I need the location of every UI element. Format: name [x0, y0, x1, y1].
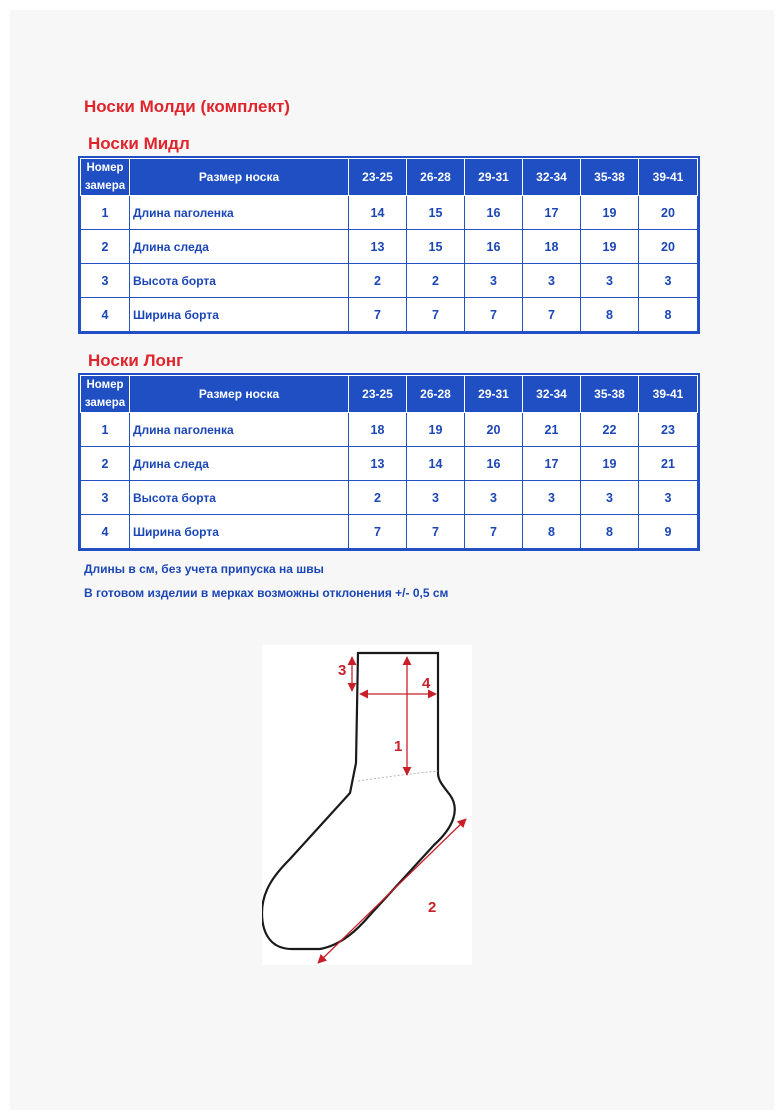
sock-outline — [262, 653, 455, 949]
sock-diagram-svg — [262, 645, 472, 965]
row-name: Длина следа — [130, 447, 349, 481]
table-cell: 7 — [523, 298, 581, 332]
section-title-long: Носки Лонг — [88, 351, 184, 370]
row-name: Высота борта — [130, 264, 349, 298]
table-row — [81, 481, 698, 515]
table-cell: 3 — [523, 264, 581, 298]
page-title: Носки Молди (комплект) — [84, 97, 290, 116]
note-units: Длины в см, без учета припуска на швы — [84, 562, 324, 576]
table-cell: 19 — [581, 196, 639, 230]
table-cell: 9 — [639, 515, 698, 549]
table-cell: 3 — [407, 481, 465, 515]
column-header-size: 26-28 — [407, 159, 465, 196]
table-cell: 3 — [581, 264, 639, 298]
table-cell: 17 — [523, 196, 581, 230]
row-number: 1 — [81, 413, 130, 447]
column-header-size: 35-38 — [581, 376, 639, 413]
row-number: 3 — [81, 264, 130, 298]
table-cell: 14 — [349, 196, 407, 230]
note-tolerance: В готовом изделии в мерках возможны отклонения +/- 0,5 см — [84, 586, 449, 600]
table-cell: 19 — [581, 447, 639, 481]
row-name: Ширина борта — [130, 298, 349, 332]
table-cell: 7 — [349, 515, 407, 549]
row-number: 2 — [81, 230, 130, 264]
table-cell: 7 — [349, 298, 407, 332]
table-row — [81, 196, 698, 230]
table-cell: 20 — [639, 196, 698, 230]
table-cell: 23 — [639, 413, 698, 447]
table-cell: 19 — [407, 413, 465, 447]
table-cell: 2 — [407, 264, 465, 298]
table-cell: 22 — [581, 413, 639, 447]
table-cell: 21 — [523, 413, 581, 447]
table-cell: 3 — [465, 264, 523, 298]
size-table-midi — [80, 158, 698, 332]
table-header-row — [81, 159, 698, 196]
column-header-size: 23-25 — [349, 159, 407, 196]
table-cell: 3 — [523, 481, 581, 515]
column-header-number: Номер замера — [81, 159, 130, 196]
table-cell: 3 — [639, 481, 698, 515]
row-number: 4 — [81, 298, 130, 332]
measure-label-3: 3 — [338, 662, 347, 679]
table-cell: 20 — [639, 230, 698, 264]
column-header-size-name: Размер носка — [130, 376, 349, 413]
table-cell: 19 — [581, 230, 639, 264]
table-cell: 3 — [581, 481, 639, 515]
table-cell: 15 — [407, 196, 465, 230]
table-cell: 20 — [465, 413, 523, 447]
table-cell: 3 — [639, 264, 698, 298]
table-cell: 15 — [407, 230, 465, 264]
table-cell: 16 — [465, 196, 523, 230]
table-cell: 8 — [581, 298, 639, 332]
table-cell: 8 — [523, 515, 581, 549]
table-cell: 7 — [407, 515, 465, 549]
column-header-size: 32-34 — [523, 376, 581, 413]
table-cell: 2 — [349, 481, 407, 515]
row-name: Ширина борта — [130, 515, 349, 549]
table-row — [81, 515, 698, 549]
column-header-number: Номер замера — [81, 376, 130, 413]
row-number: 3 — [81, 481, 130, 515]
table-cell: 2 — [349, 264, 407, 298]
column-header-size: 39-41 — [639, 159, 698, 196]
table-row — [81, 230, 698, 264]
measure-label-2: 2 — [428, 899, 437, 916]
row-name: Длина паголенка — [130, 196, 349, 230]
table-row — [81, 447, 698, 481]
column-header-size: 29-31 — [465, 159, 523, 196]
table-row — [81, 298, 698, 332]
measure-label-1: 1 — [394, 738, 403, 755]
table-header-row — [81, 376, 698, 413]
table-cell: 8 — [581, 515, 639, 549]
table-cell: 18 — [523, 230, 581, 264]
section-title-midi: Носки Мидл — [88, 134, 190, 153]
column-header-size: 35-38 — [581, 159, 639, 196]
row-name: Высота борта — [130, 481, 349, 515]
table-cell: 3 — [465, 481, 523, 515]
column-header-size: 26-28 — [407, 376, 465, 413]
table-cell: 21 — [639, 447, 698, 481]
size-table-long — [80, 375, 698, 549]
column-header-size: 23-25 — [349, 376, 407, 413]
table-cell: 13 — [349, 447, 407, 481]
table-cell: 17 — [523, 447, 581, 481]
table-row — [81, 264, 698, 298]
table-cell: 13 — [349, 230, 407, 264]
table-cell: 8 — [639, 298, 698, 332]
row-number: 1 — [81, 196, 130, 230]
measure-label-4: 4 — [422, 675, 431, 692]
row-number: 4 — [81, 515, 130, 549]
table-cell: 16 — [465, 230, 523, 264]
table-cell: 7 — [465, 298, 523, 332]
table-row — [81, 413, 698, 447]
table-cell: 7 — [465, 515, 523, 549]
table-cell: 16 — [465, 447, 523, 481]
table-cell: 14 — [407, 447, 465, 481]
column-header-size-name: Размер носка — [130, 159, 349, 196]
row-number: 2 — [81, 447, 130, 481]
table-cell: 18 — [349, 413, 407, 447]
table-cell: 7 — [407, 298, 465, 332]
column-header-size: 29-31 — [465, 376, 523, 413]
sock-diagram — [262, 645, 472, 965]
column-header-size: 39-41 — [639, 376, 698, 413]
row-name: Длина следа — [130, 230, 349, 264]
row-name: Длина паголенка — [130, 413, 349, 447]
column-header-size: 32-34 — [523, 159, 581, 196]
